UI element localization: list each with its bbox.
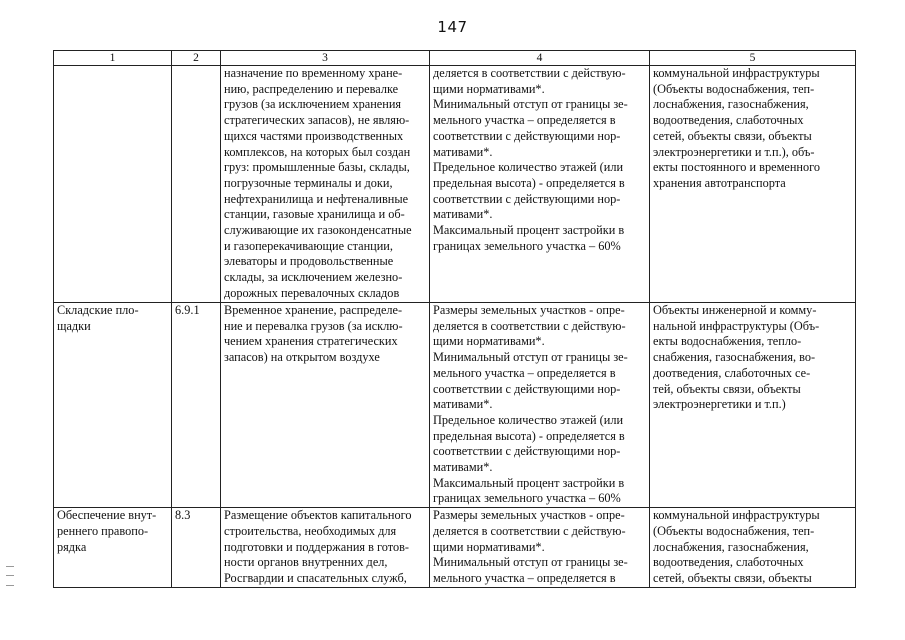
cell-text-line: доотведения, слаботочных се- — [653, 365, 811, 380]
cell-text-line: щими нормативами*. — [433, 539, 545, 554]
cell-text-line: Обеспечение внут- — [57, 508, 157, 523]
use-name-cell — [54, 508, 172, 588]
cell-text-line: екты водоснабжения, тепло- — [653, 334, 802, 349]
cell-text-line: коммунальной инфраструктуры — [653, 508, 820, 523]
cell-text-line: мативами*. — [433, 144, 493, 159]
cell-text-line: (Объекты водоснабжения, теп- — [653, 523, 815, 538]
cell-text-line: водоотведения, слаботочных — [653, 113, 804, 128]
cell-text-line: лоснабжения, газоснабжения, — [653, 97, 809, 112]
table-row — [54, 66, 856, 303]
cell-text-line: дорожных перевалочных складов — [224, 285, 400, 300]
cell-text-line: комплексов, на которых был создан — [224, 144, 411, 159]
cell-text-line: Предельное количество этажей (или — [433, 160, 624, 175]
code-cell — [172, 508, 221, 588]
cell-text-line: Предельное количество этажей (или — [433, 412, 624, 427]
parameters-cell — [430, 508, 650, 588]
cell-text-line: Временное хранение, распределе- — [224, 303, 403, 317]
cell-text-line: снабжения, газоснабжения, во- — [653, 350, 816, 365]
cell-text-line: нию, распределению и перевалке — [224, 81, 399, 96]
cell-text-line: Минимальный отступ от границы зе- — [433, 350, 628, 365]
cell-text-line: электроэнергетики и т.п.) — [653, 397, 786, 412]
use-name-cell — [54, 303, 172, 508]
cell-text-line: нефтехранилища и нефтеналивные — [224, 191, 409, 206]
cell-text-line: элеваторы и продовольственные — [224, 254, 394, 269]
cell-text-line: запасов) на открытом воздухе — [224, 350, 380, 365]
cell-text-line: Росгвардии и спасательных служб, — [224, 570, 407, 585]
description-cell — [221, 303, 430, 508]
parameters-cell — [430, 303, 650, 508]
cell-text-line: 6.9.1 — [175, 303, 200, 317]
cell-text-line: деляется в соответствии с действую- — [433, 523, 626, 538]
cell-text-line: ности органов внутренних дел, — [224, 555, 388, 570]
parameters-cell — [430, 66, 650, 303]
table-row — [54, 508, 856, 588]
cell-text-line: грузов (за исключением хранения — [224, 97, 402, 112]
cell-text-line: электроэнергетики и т.п.), объ- — [653, 144, 815, 159]
cell-text-line: чением хранения стратегических — [224, 334, 398, 349]
cell-text-line: груз: промышленные базы, склады, — [224, 160, 410, 175]
cell-text-line: (Объекты водоснабжения, теп- — [653, 81, 815, 96]
cell-text-line: сетей, объекты связи, объекты — [653, 128, 812, 143]
cell-text-line: мельного участка – определяется в — [433, 570, 616, 585]
cell-text-line: мативами*. — [433, 207, 493, 222]
cell-text-line: коммунальной инфраструктуры — [653, 66, 820, 80]
cell-text-line: соответствии с действующими нор- — [433, 191, 621, 206]
cell-text-line: Размещение объектов капитального — [224, 508, 412, 523]
cell-text-line: Размеры земельных участков - опре- — [433, 508, 625, 523]
cell-text-line: хранения автотранспорта — [653, 175, 786, 190]
cell-text-line: мельного участка – определяется в — [433, 113, 616, 128]
cell-text-line: реннего правопо- — [57, 523, 149, 538]
cell-text-line: погрузочные терминалы и доки, — [224, 175, 393, 190]
cell-text-line: мельного участка – определяется в — [433, 365, 616, 380]
page-number: 147 — [437, 18, 468, 36]
cell-text-line: мативами*. — [433, 460, 493, 475]
cell-text-line: и газоперекачивающие станции, — [224, 238, 393, 253]
cell-text-line: Складские пло- — [57, 303, 139, 317]
cell-text-line: тей, объекты связи, объекты — [653, 381, 801, 396]
column-number: 4 — [430, 51, 650, 66]
cell-text-line: предельная высота) - определяется в — [433, 175, 625, 190]
description-cell — [221, 508, 430, 588]
use-name-cell — [54, 66, 172, 303]
margin-mark — [6, 566, 14, 586]
cell-text-line: мативами*. — [433, 397, 493, 412]
cell-text-line: строительства, необходимых для — [224, 523, 397, 538]
column-number: 5 — [650, 51, 856, 66]
column-number: 2 — [172, 51, 221, 66]
cell-text-line: сетей, объекты связи, объекты — [653, 570, 812, 585]
cell-text-line: нальной инфраструктуры (Объ- — [653, 318, 820, 333]
cell-text-line: Максимальный процент застройки в — [433, 223, 625, 238]
cell-text-line: Объекты инженерной и комму- — [653, 303, 817, 317]
cell-text-line: ние и перевалка грузов (за исклю- — [224, 318, 403, 333]
cell-text-line: щадки — [57, 318, 91, 333]
cell-text-line: деляется в соответствии с действую- — [433, 318, 626, 333]
cell-text-line: екты постоянного и временного — [653, 160, 821, 175]
cell-text-line: Максимальный процент застройки в — [433, 475, 625, 490]
cell-text-line: предельная высота) - определяется в — [433, 428, 625, 443]
cell-text-line: водоотведения, слаботочных — [653, 555, 804, 570]
cell-text-line: Размеры земельных участков - опре- — [433, 303, 625, 317]
cell-text-line: лоснабжения, газоснабжения, — [653, 539, 809, 554]
cell-text-line: назначение по временному хране- — [224, 66, 403, 80]
cell-text-line: рядка — [57, 539, 87, 554]
table-row — [54, 303, 856, 508]
cell-text-line: деляется в соответствии с действую- — [433, 66, 626, 80]
description-cell — [221, 66, 430, 303]
column-number: 1 — [54, 51, 172, 66]
cell-text-line: склады, за исключением железно- — [224, 270, 403, 285]
auxiliary-uses-cell — [650, 303, 856, 508]
column-number: 3 — [221, 51, 430, 66]
cell-text-line: станции, газовые хранилища и об- — [224, 207, 405, 222]
cell-text-line: соответствии с действующими нор- — [433, 381, 621, 396]
cell-text-line: стратегических запасов), не являю- — [224, 113, 410, 128]
cell-text-line: подготовки и поддержания в готов- — [224, 539, 410, 554]
cell-text-line: границах земельного участка – 60% — [433, 238, 621, 253]
code-cell — [172, 66, 221, 303]
regulations-table — [53, 50, 856, 588]
code-cell — [172, 303, 221, 508]
cell-text-line: соответствии с действующими нор- — [433, 128, 621, 143]
cell-text-line: границах земельного участка – 60% — [433, 491, 621, 506]
cell-text-line: Минимальный отступ от границы зе- — [433, 555, 628, 570]
cell-text-line: Минимальный отступ от границы зе- — [433, 97, 628, 112]
cell-text-line: 8.3 — [175, 508, 191, 523]
cell-text-line: служивающие их газоконденсатные — [224, 223, 412, 238]
cell-text-line: щими нормативами*. — [433, 334, 545, 349]
cell-text-line: щихся частями производственных — [224, 128, 404, 143]
auxiliary-uses-cell — [650, 66, 856, 303]
cell-text-line: соответствии с действующими нор- — [433, 444, 621, 459]
auxiliary-uses-cell — [650, 508, 856, 588]
cell-text-line: щими нормативами*. — [433, 81, 545, 96]
column-number-row — [54, 51, 856, 66]
